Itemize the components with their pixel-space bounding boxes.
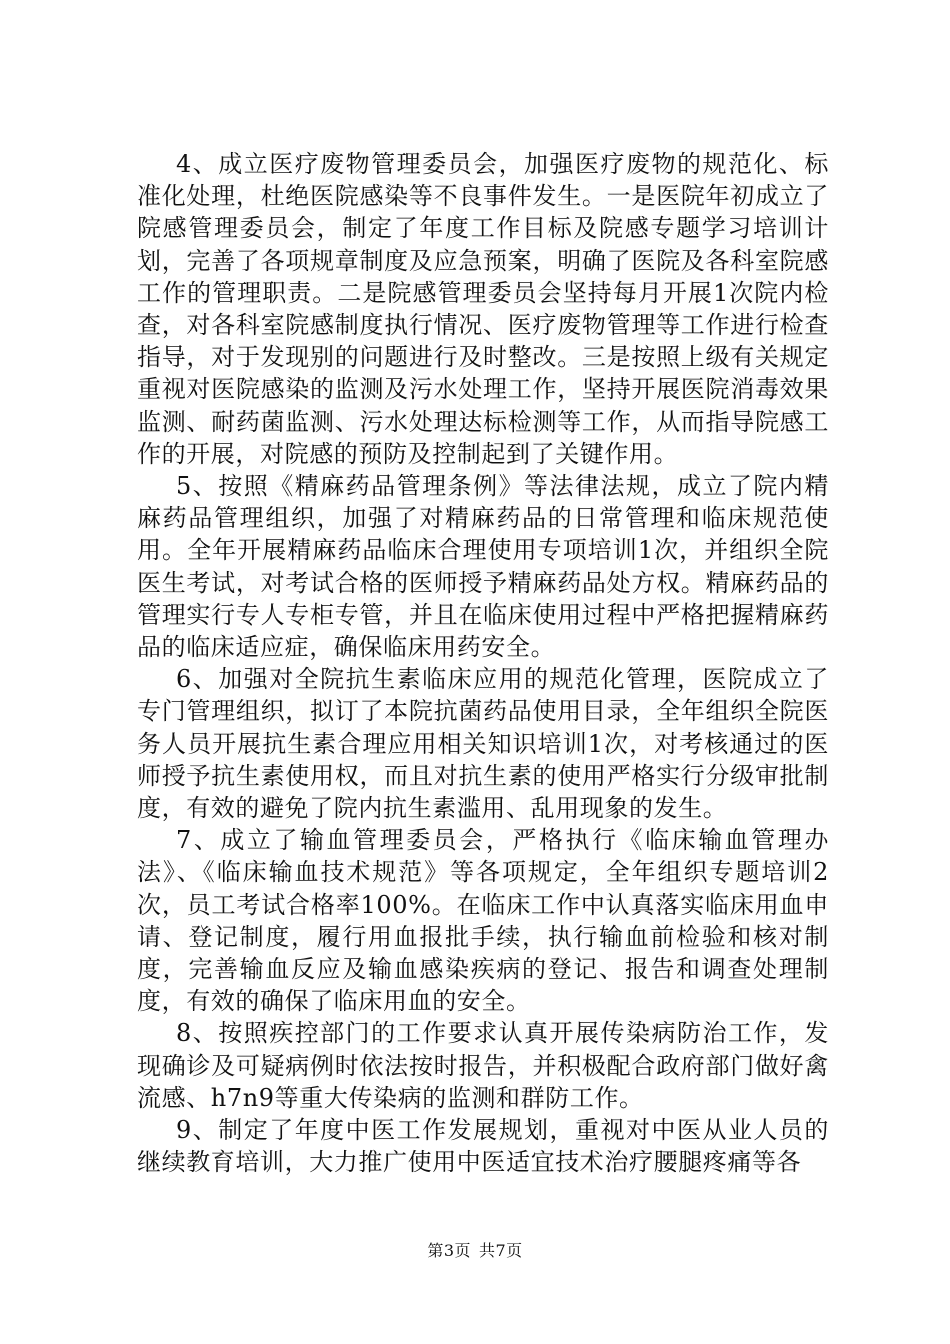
document-body: [137, 148, 829, 1179]
paragraph-4: 4、成立医疗废物管理委员会，加强医疗废物的规范化、标准化处理，杜绝医院感染等不良事件发生。一是医院年初成立了院感管理委员会，制定了年度工作目标及院感专题学习培训计划，完善了各项规章制度及应急预案，明确了医院及各科室院感工作的管理职责。二是院感管理委员会坚持每月开展1次院内检查，对各科室院感制度执行情况、医疗废物管理等工作进行检查指导，对于发现别的问题进行及时整改。三是按照上级有关规定重视对医院感染的监测及污水处理工作，坚持开展医院消毒效果监测、耐药菌监测、污水处理达标检测等工作，从而指导院感工作的开展，对院感的预防及控制起到了关键作用。: [137, 150, 829, 468]
paragraph-6: 6、加强对全院抗生素临床应用的规范化管理，医院成立了专门管理组织，拟订了本院抗菌药品使用目录，全年组织全院医务人员开展抗生素合理应用相关知识培训1次，对考核通过的医师授予抗生素使用权，而且对抗生素的使用严格实行分级审批制度，有效的避免了院内抗生素滥用、乱用现象的发生。: [137, 665, 829, 823]
paragraph-7: 7、成立了输血管理委员会，严格执行《临床输血管理办法》、《临床输血技术规范》等各项规定，全年组织专题培训2次，员工考试合格率100%。在临床工作中认真落实临床用血申请、登记制度，履行用血报批手续，执行输血前检验和核对制度，完善输血反应及输血感染疾病的登记、报告和调查处理制度，有效的确保了临床用血的安全。: [137, 826, 829, 1016]
page-footer: [0, 1241, 950, 1261]
page-total: 共7页: [479, 1241, 523, 1260]
paragraph-9: 9、制定了年度中医工作发展规划，重视对中医从业人员的继续教育培训，大力推广使用中医适宜技术治疗腰腿疼痛等各: [137, 1116, 829, 1177]
paragraph-5: 5、按照《精麻药品管理条例》等法律法规，成立了院内精麻药品管理组织，加强了对精麻药品的日常管理和临床规范使用。全年开展精麻药品临床合理使用专项培训1次，并组织全院医生考试，对考试合格的医师授予精麻药品处方权。精麻药品的管理实行专人专柜专管，并且在临床使用过程中严格把握精麻药品的临床适应症，确保临床用药安全。: [137, 472, 829, 662]
page-number: 第3页: [427, 1241, 471, 1260]
paragraph-8: 8、按照疾控部门的工作要求认真开展传染病防治工作，发现确诊及可疑病例时依法按时报告，并积极配合政府部门做好禽流感、h7n9等重大传染病的监测和群防工作。: [137, 1019, 829, 1112]
